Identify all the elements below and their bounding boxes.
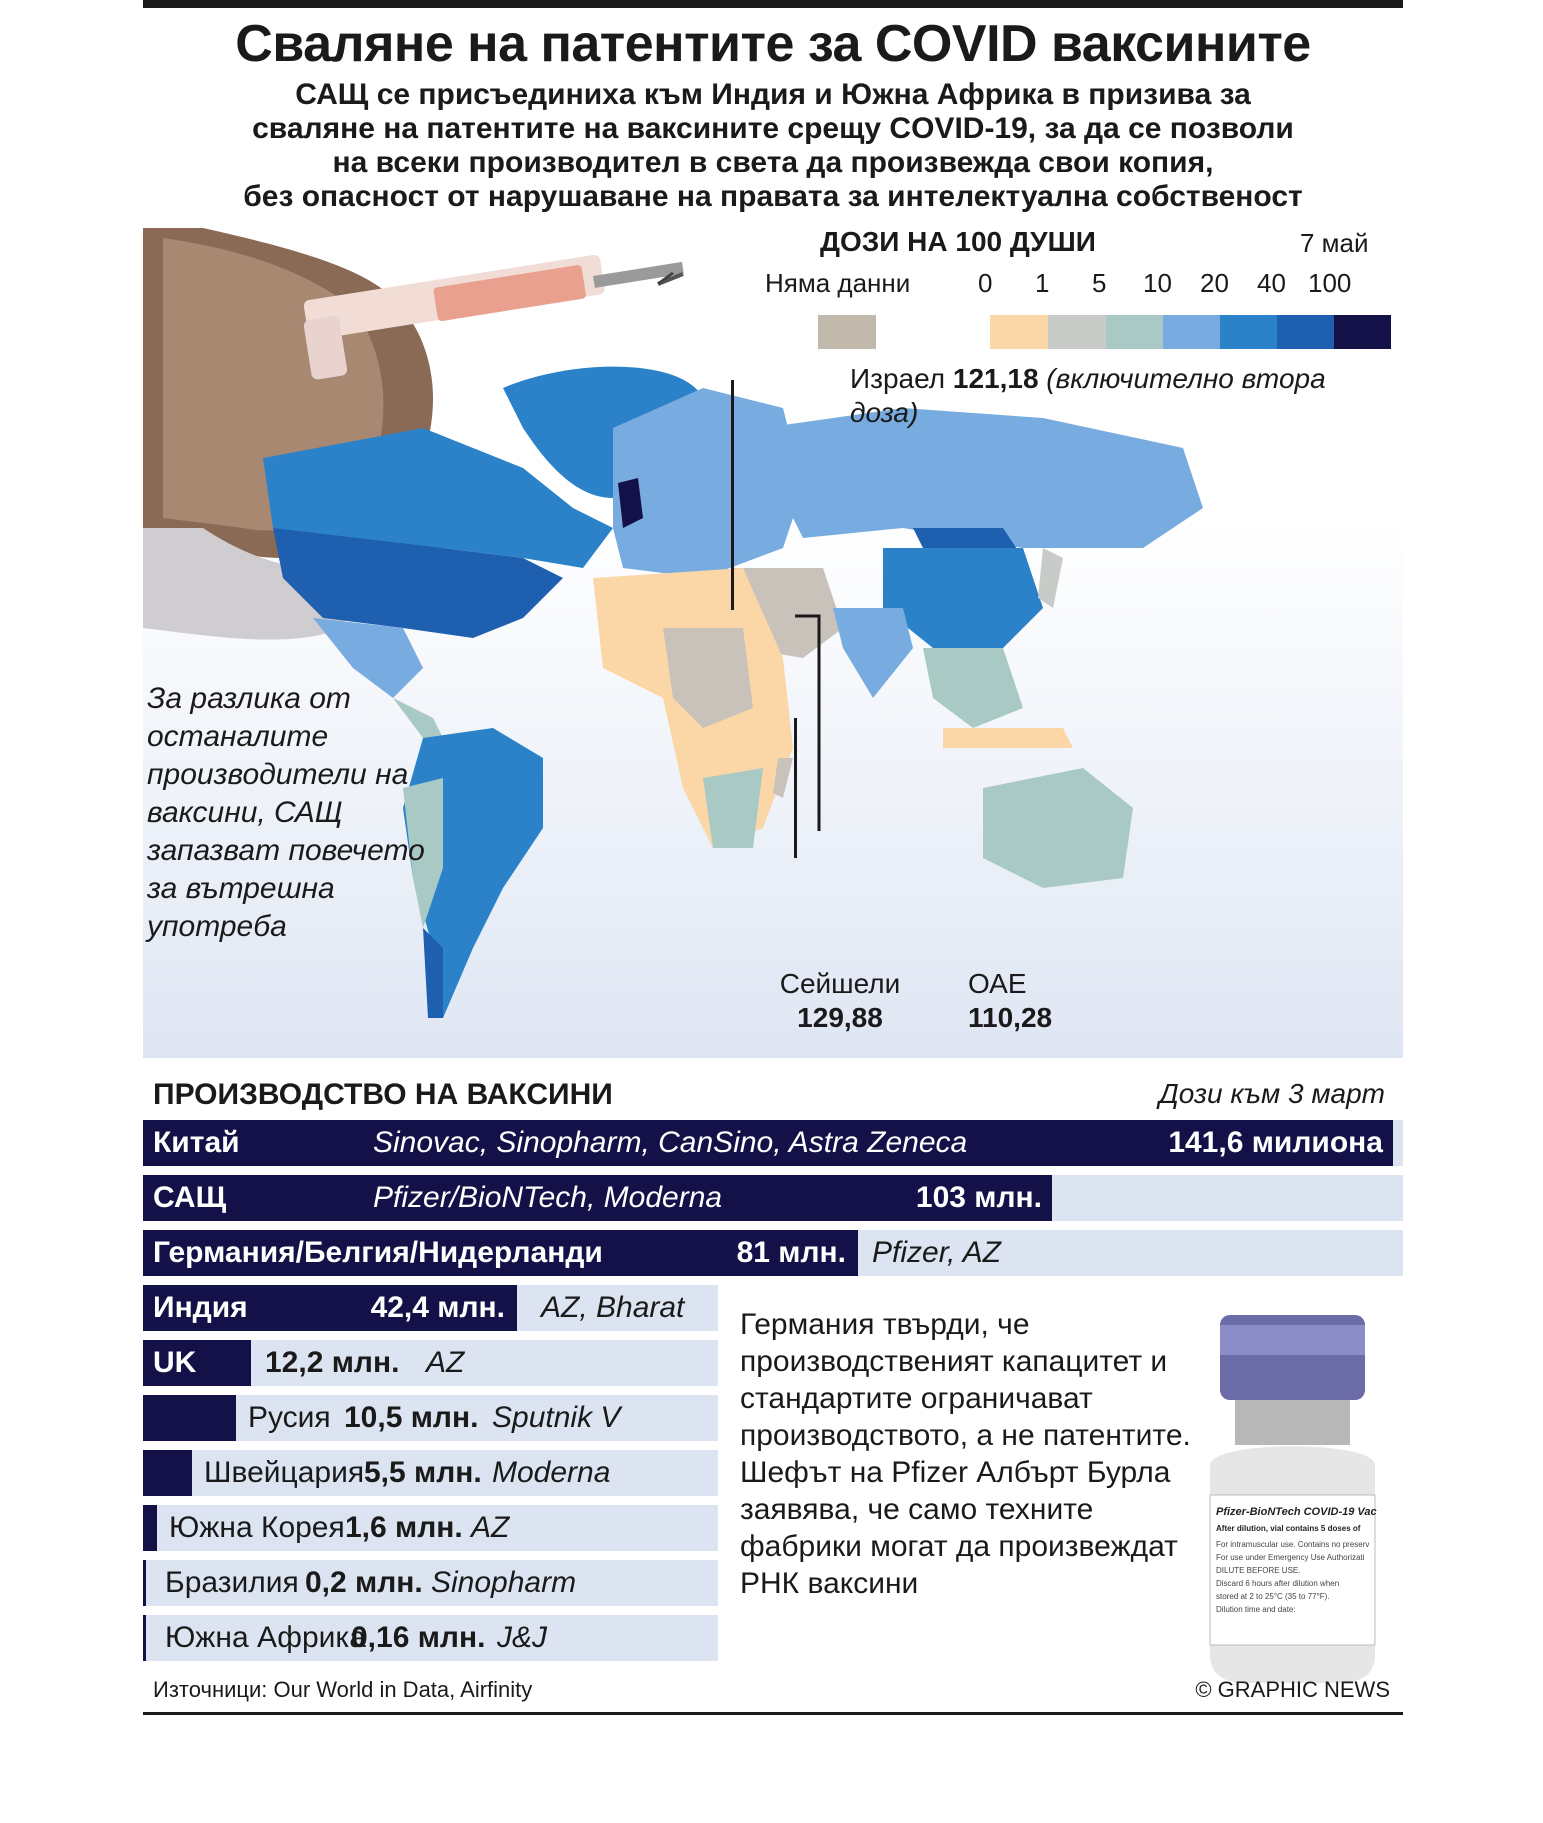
country-label: UK	[153, 1346, 197, 1379]
legend-tick: 0	[978, 268, 993, 298]
europe	[613, 388, 803, 578]
production-row	[143, 1395, 718, 1441]
israel-name: Израел	[850, 363, 946, 394]
value-label: 141,6 милиона	[1168, 1126, 1383, 1159]
svg-text:Discard 6 hours after dilution: Discard 6 hours after dilution when	[1216, 1579, 1340, 1588]
country-label: Китай	[153, 1126, 240, 1159]
seychelles-value: 129,88	[797, 1002, 883, 1033]
israel-annotation	[850, 362, 1330, 430]
country-label: Швейцария	[204, 1456, 365, 1489]
production-bar	[143, 1505, 157, 1551]
country-label: Южна Корея	[169, 1511, 345, 1544]
uae-annotation	[968, 967, 1088, 1035]
value-label: 0,2 млн.	[305, 1566, 423, 1599]
indonesia	[943, 728, 1073, 748]
production-row	[143, 1615, 718, 1661]
vaccine-label: Sinovac, Sinopharm, CanSino, Astra Zeneca	[373, 1126, 968, 1159]
value-label: 12,2 млн.	[265, 1346, 400, 1379]
production-bar	[143, 1450, 192, 1496]
production-bar	[143, 1395, 236, 1441]
seychelles-name: Сейшели	[779, 968, 901, 999]
svg-text:Pfizer-BioNTech COVID-19 Vac: Pfizer-BioNTech COVID-19 Vac	[1216, 1506, 1377, 1518]
country-label: Индия	[153, 1291, 248, 1324]
india	[833, 608, 913, 698]
svg-text:For use under Emergency Use Au: For use under Emergency Use Authorizati	[1216, 1553, 1365, 1562]
value-label: 103 млн.	[915, 1181, 1042, 1214]
israel-value: 121,18	[952, 363, 1039, 394]
legend-tick: 20	[1200, 268, 1229, 298]
subtitle-line: без опасност от нарушаване на правата за интелектуална собственост	[243, 180, 1303, 213]
value-label: 5,5 млн.	[364, 1456, 482, 1489]
subtitle-line: на всеки производител в света да произвежда свои копия,	[332, 146, 1214, 179]
production-bar	[143, 1560, 146, 1606]
vaccine-label: Moderna	[492, 1456, 611, 1489]
country-label: Германия/Белгия/Нидерланди	[153, 1236, 603, 1269]
svg-text:stored at 2 to 25°C (35 to 77°: stored at 2 to 25°C (35 to 77°F).	[1216, 1592, 1330, 1601]
value-label: 81 млн.	[736, 1236, 846, 1269]
svg-text:Dilution time and date:: Dilution time and date:	[1216, 1605, 1296, 1614]
legend-swatch	[1334, 315, 1391, 349]
vaccine-label: Pfizer, AZ	[872, 1236, 1001, 1269]
country-label: Бразилия	[165, 1566, 299, 1599]
country-label: Русия	[248, 1401, 331, 1434]
legend-tick: 5	[1092, 268, 1107, 298]
vaccine-label: Sputnik V	[492, 1401, 621, 1434]
legend-tick: 10	[1143, 268, 1172, 298]
subtitle	[143, 78, 1403, 214]
germany-note: Германия твърди, че производственият капацитет и стандартите ограничават производството, а не патентите. Шефът на Pfizer Албърт Бурла заявява, че само техните фабрики могат да произвеждат РНК ваксини	[740, 1308, 1191, 1600]
subtitle-line: САЩ се присъединиха към Индия и Южна Африка в призива за	[295, 78, 1251, 111]
japan	[1038, 548, 1063, 608]
legend-swatch	[1106, 315, 1163, 349]
vaccine-label: Pfizer/BioNTech, Moderna	[373, 1181, 723, 1214]
country-label: Южна Африка	[165, 1621, 366, 1654]
value-label: 1,6 млн.	[345, 1511, 463, 1544]
svg-text:DILUTE BEFORE USE.: DILUTE BEFORE USE.	[1216, 1566, 1301, 1575]
legend-swatch	[1048, 315, 1106, 349]
sources: Източници: Our World in Data, Airfinity	[153, 1677, 533, 1702]
subtitle-line: сваляне на патентите на ваксините срещу COVID-19, за да се позволи	[252, 112, 1294, 145]
legend-title: ДОЗИ НА 100 ДУШИ	[820, 226, 1096, 257]
legend-swatch	[1163, 315, 1220, 349]
legend-tick: 100	[1308, 268, 1352, 298]
production-title: ПРОИЗВОДСТВО НА ВАКСИНИ	[153, 1078, 613, 1111]
bottom-rule	[143, 1712, 1403, 1715]
production-row	[143, 1175, 1403, 1221]
vaccine-vial-illustration	[1200, 1315, 1385, 1685]
israel-note: (включително втора доза)	[850, 363, 1326, 428]
usa-side-note: За разлика от останалите производители на ваксини, САЩ запазват повечето за вътрешна употреба	[147, 682, 425, 943]
legend-tick: 1	[1035, 268, 1050, 298]
top-rule	[143, 0, 1403, 8]
vaccine-label: AZ	[426, 1346, 465, 1379]
production-row	[143, 1230, 1403, 1276]
australia	[983, 768, 1133, 888]
production-bar	[143, 1615, 146, 1661]
production-row	[143, 1505, 718, 1551]
seychelles-annotation	[770, 967, 910, 1035]
production-row	[143, 1450, 718, 1496]
legend-date: 7 май	[1300, 228, 1369, 258]
vaccine-label: Sinopharm	[431, 1566, 577, 1599]
legend-swatch	[990, 315, 1048, 349]
value-label: 0,16 млн.	[351, 1621, 486, 1654]
legend-swatch	[1277, 315, 1334, 349]
legend-tick: 40	[1257, 268, 1286, 298]
country-label: САЩ	[153, 1181, 227, 1214]
uae-name: ОАЕ	[968, 968, 1027, 999]
production-row	[143, 1560, 718, 1606]
legend-no-data-label: Няма данни	[765, 268, 911, 298]
southern-africa	[703, 768, 763, 848]
southeast-asia	[923, 648, 1023, 728]
vaccine-label: J&J	[497, 1621, 548, 1654]
vaccine-label: AZ, Bharat	[541, 1291, 685, 1324]
value-label: 10,5 млн.	[344, 1401, 479, 1434]
production-row	[143, 1340, 718, 1386]
vaccine-label: AZ	[471, 1511, 510, 1544]
svg-text:For intramuscular use. Contain: For intramuscular use. Contains no preserv	[1216, 1540, 1370, 1549]
production-date: Дози към 3 март	[1159, 1078, 1385, 1109]
credit: © GRAPHIC NEWS	[1195, 1677, 1390, 1702]
page-title: Сваляне на патентите за COVID ваксините	[235, 15, 1311, 73]
legend-swatch	[1220, 315, 1277, 349]
value-label: 42,4 млн.	[370, 1291, 505, 1324]
production-row	[143, 1120, 1403, 1166]
israel-leader	[731, 380, 734, 610]
production-row	[143, 1285, 718, 1331]
seychelles-leader	[794, 718, 797, 858]
uae-value: 110,28	[968, 1002, 1053, 1033]
legend-swatch-no-data	[818, 315, 876, 349]
svg-text:After dilution, vial contains: After dilution, vial contains 5 doses of	[1216, 1524, 1361, 1533]
